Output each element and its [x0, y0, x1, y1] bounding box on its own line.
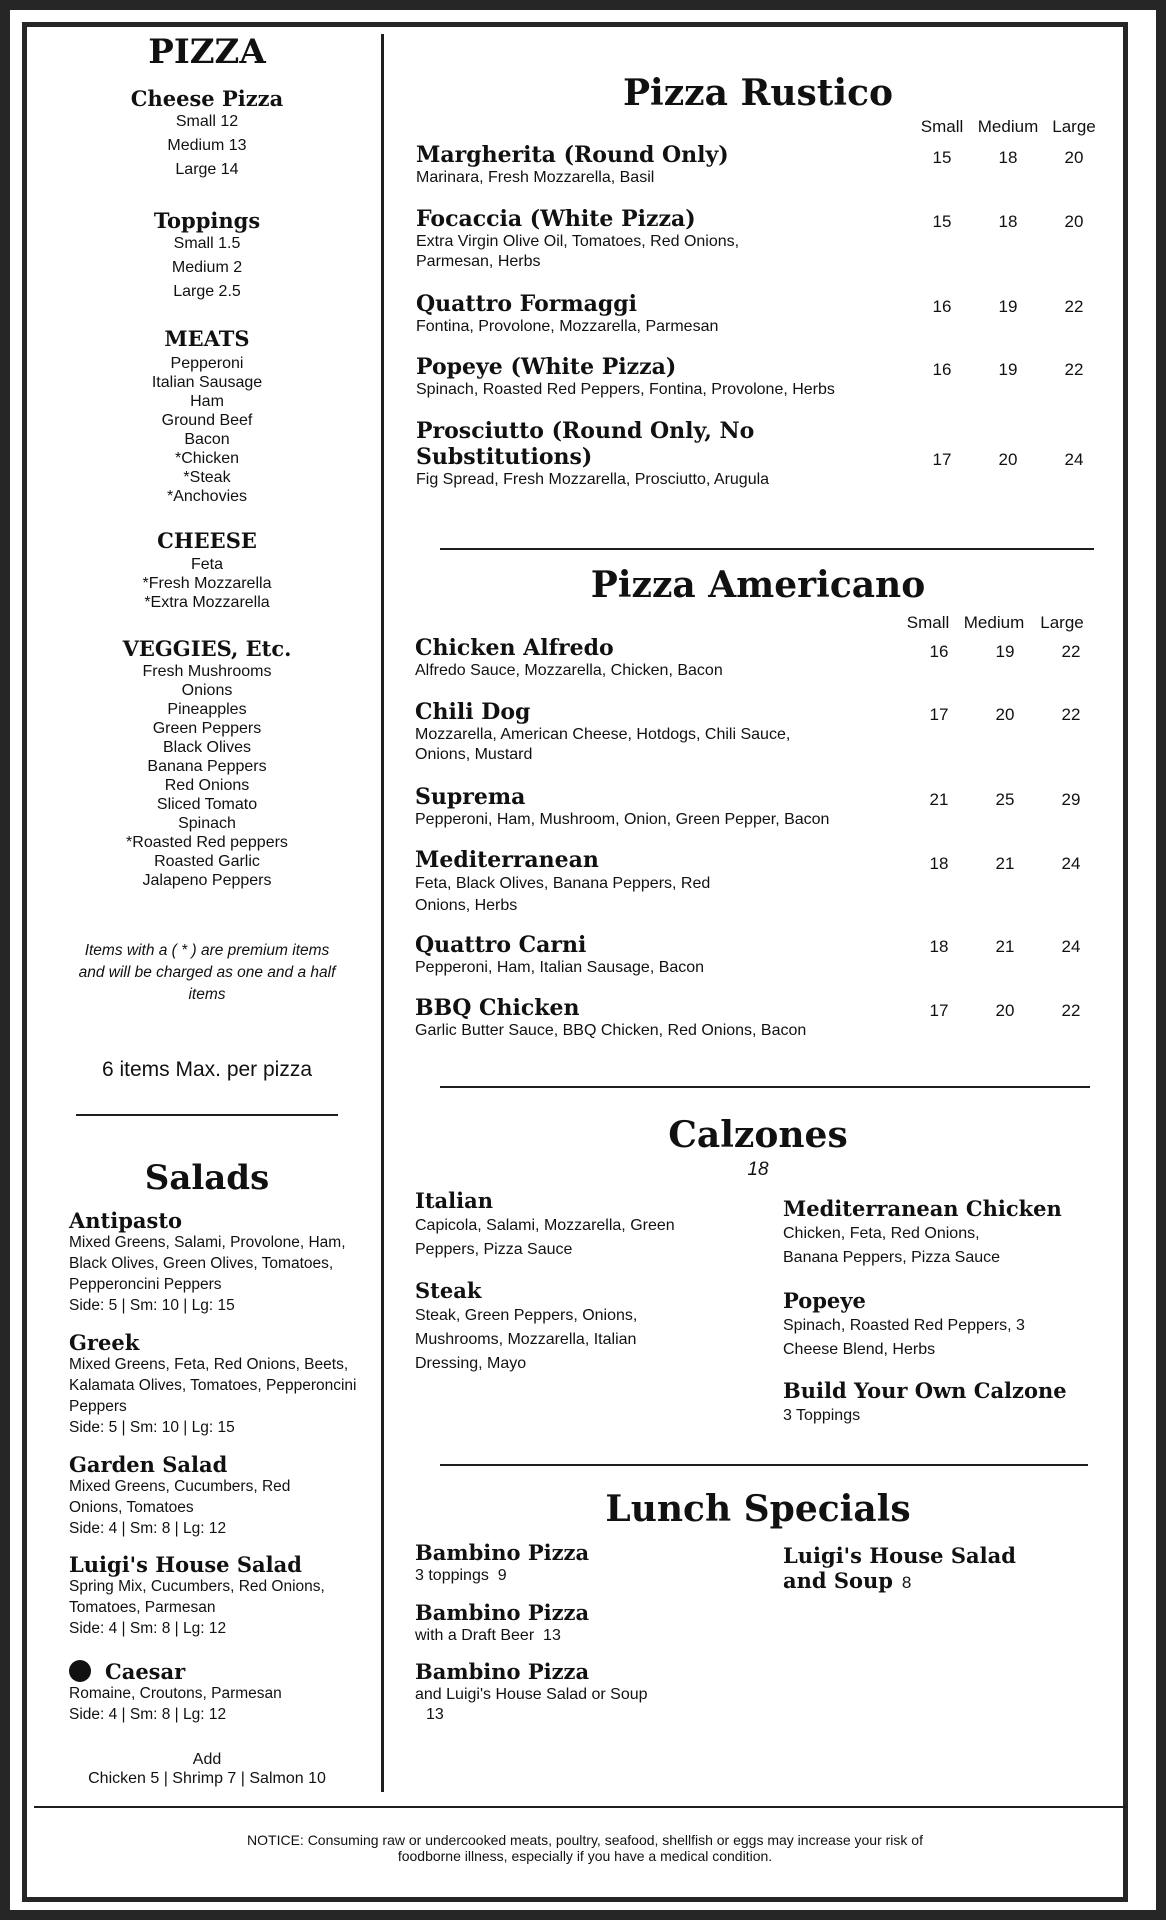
add-options: Chicken 5 | Shrimp 7 | Salmon 10	[88, 1770, 326, 1787]
rustico-item-popeye	[416, 354, 896, 400]
salad-greek	[69, 1332, 369, 1438]
list-item: *Anchovies	[166, 488, 248, 505]
salad-desc: Mixed Greens, Feta, Red Onions, Beets, Kalamata Olives, Tomatoes, Pepperoncini Peppers	[69, 1356, 357, 1415]
calzone-desc: Spinach, Roasted Red Peppers, 3 Cheese Blend, Herbs	[783, 1317, 1025, 1358]
size-header-large: Large	[1052, 117, 1096, 136]
calzone-name: Italian	[415, 1188, 493, 1213]
premium-note: Items with a ( * ) are premium items and will be charged as one and a half items	[78, 942, 336, 1003]
list-item: Pineapples	[167, 701, 247, 718]
price-medium: 20	[995, 1001, 1015, 1020]
toppings-title: Toppings	[153, 208, 261, 233]
calzone-desc: Steak, Green Peppers, Onions, Mushrooms, Mozzarella, Italian Dressing, Mayo	[415, 1307, 638, 1372]
lunch-price: 13	[426, 1706, 444, 1723]
price-medium: 25	[995, 790, 1015, 809]
featured-dot-icon	[69, 1660, 91, 1682]
calzones-title: Calzones	[668, 1114, 848, 1156]
calzones-price: 18	[747, 1159, 769, 1180]
salad-prices: Side: 4 | Sm: 8 | Lg: 12	[69, 1706, 227, 1723]
item-desc: Mozzarella, American Cheese, Hotdogs, Chili Sauce, Onions, Mustard	[415, 726, 791, 763]
salad-name: Garden Salad	[69, 1452, 228, 1477]
veggies-list	[34, 662, 380, 890]
salad-desc: Romaine, Croutons, Parmesan	[69, 1685, 282, 1702]
list-item: Spinach	[178, 815, 236, 832]
item-desc: Pepperoni, Ham, Mushroom, Onion, Green Pepper, Bacon	[415, 811, 830, 828]
salad-add-ons	[34, 1750, 380, 1788]
price-large: 24	[1064, 450, 1084, 469]
list-item: Onions	[181, 682, 233, 699]
price-small: 17	[929, 705, 949, 724]
price-large: 22	[1061, 705, 1081, 724]
item-name: Mediterranean	[415, 847, 599, 873]
list-item: Bacon	[184, 431, 230, 448]
size-large: Large 14	[175, 161, 239, 178]
price-small: 17	[929, 1001, 949, 1020]
calzone-desc: Chicken, Feta, Red Onions, Banana Peppers, Pizza Sauce	[783, 1225, 1001, 1266]
price-small: 21	[929, 790, 949, 809]
price-large: 22	[1061, 1001, 1081, 1020]
toppings-sizes	[34, 232, 380, 304]
lunch-name: Bambino Pizza	[415, 1540, 590, 1565]
price-small: 18	[929, 854, 949, 873]
rustico-title: Pizza Rustico	[622, 72, 894, 114]
price-medium: 18	[998, 212, 1018, 231]
price-small: 18	[929, 937, 949, 956]
price-medium: 19	[995, 642, 1015, 661]
lunch-name: Bambino Pizza	[415, 1659, 590, 1684]
pizza-title: PIZZA	[148, 32, 266, 72]
list-item: *Roasted Red peppers	[126, 834, 288, 851]
price-small: 17	[932, 450, 952, 469]
calzone-desc: 3 Toppings	[783, 1407, 861, 1424]
calzone-build-your-own	[783, 1378, 1103, 1428]
section-divider	[440, 1086, 1090, 1088]
health-notice: NOTICE: Consuming raw or undercooked meats, poultry, seafood, shellfish or eggs may increase your risk of foodborne illness, especially if you have a medical condition.	[247, 1832, 923, 1864]
item-name: Popeye (White Pizza)	[416, 354, 677, 380]
list-item: Red Onions	[164, 777, 250, 794]
salad-prices: Side: 5 | Sm: 10 | Lg: 15	[69, 1297, 235, 1314]
list-item: *Chicken	[174, 450, 240, 467]
item-name: Prosciutto (Round Only, No Substitutions)	[416, 418, 755, 470]
salad-name: Luigi's House Salad	[69, 1552, 302, 1577]
price-medium: 21	[995, 854, 1015, 873]
item-name: Chili Dog	[415, 699, 531, 725]
item-name: Suprema	[415, 784, 526, 810]
list-item: Roasted Garlic	[154, 853, 260, 870]
item-desc: Garlic Butter Sauce, BBQ Chicken, Red Onions, Bacon	[415, 1022, 807, 1039]
lunch-title: Lunch Specials	[605, 1488, 911, 1530]
list-item: Jalapeno Peppers	[142, 872, 272, 889]
size-header-medium: Medium	[963, 613, 1025, 632]
lunch-item-bambino-beer	[415, 1600, 695, 1646]
item-desc: Fig Spread, Fresh Mozzarella, Prosciutto, Arugula	[416, 471, 770, 488]
lunch-desc: 3 toppings	[415, 1567, 489, 1584]
salad-prices: Side: 5 | Sm: 10 | Lg: 15	[69, 1419, 235, 1436]
salad-name: Greek	[69, 1330, 140, 1355]
list-item: Black Olives	[162, 739, 252, 756]
max-items-note: 6 items Max. per pizza	[101, 1058, 313, 1081]
americano-title: Pizza Americano	[590, 564, 926, 606]
price-small: 16	[932, 297, 952, 316]
size-header-small: Small	[906, 613, 950, 632]
price-large: 20	[1064, 212, 1084, 231]
item-desc: Marinara, Fresh Mozzarella, Basil	[416, 169, 655, 186]
rustico-item-prosciutto	[416, 418, 776, 490]
lunch-desc: with a Draft Beer	[415, 1627, 535, 1644]
size-small: Small 12	[175, 113, 239, 130]
list-item: *Extra Mozzarella	[144, 594, 270, 611]
item-desc: Extra Virgin Olive Oil, Tomatoes, Red Onions, Parmesan, Herbs	[416, 233, 740, 270]
salad-prices: Side: 4 | Sm: 8 | Lg: 12	[69, 1620, 227, 1637]
list-item: Feta	[190, 556, 223, 573]
lunch-price: 13	[543, 1627, 561, 1644]
cheese-pizza-sizes	[34, 110, 380, 182]
meats-title: MEATS	[164, 326, 250, 351]
salad-desc: Mixed Greens, Salami, Provolone, Ham, Black Olives, Green Olives, Tomatoes, Pepperoncini Peppers	[69, 1234, 346, 1293]
meats-list	[34, 354, 380, 506]
price-large: 22	[1061, 642, 1081, 661]
price-small: 16	[932, 360, 952, 379]
size-medium: Medium 2	[171, 259, 243, 276]
price-large: 22	[1064, 297, 1084, 316]
salads-divider	[76, 1114, 338, 1116]
americano-item-bbq-chicken	[415, 995, 895, 1041]
salad-garden	[69, 1454, 339, 1539]
cheese-pizza-title: Cheese Pizza	[130, 86, 284, 111]
item-name: Quattro Formaggi	[416, 291, 637, 317]
salad-desc: Spring Mix, Cucumbers, Red Onions, Tomatoes, Parmesan	[69, 1578, 325, 1616]
size-header-small: Small	[920, 117, 964, 136]
footer-divider	[34, 1806, 1128, 1808]
section-divider	[440, 548, 1094, 550]
calzone-name: Steak	[415, 1278, 482, 1303]
list-item: Ground Beef	[161, 412, 253, 429]
salads-title: Salads	[144, 1158, 270, 1198]
rustico-item-focaccia	[416, 206, 816, 272]
item-name: Focaccia (White Pizza)	[416, 206, 696, 232]
americano-item-chicken-alfredo	[415, 635, 895, 681]
list-item: Fresh Mushrooms	[142, 663, 272, 680]
section-divider	[440, 1464, 1088, 1466]
list-item: *Fresh Mozzarella	[142, 575, 272, 592]
rustico-item-margherita	[416, 142, 896, 188]
item-name: Chicken Alfredo	[415, 635, 614, 661]
calzone-steak	[415, 1278, 685, 1376]
veggies-title: VEGGIES, Etc.	[122, 636, 292, 661]
lunch-name: Luigi's House Salad and Soup	[783, 1543, 1016, 1593]
list-item: Ham	[190, 393, 224, 410]
size-medium: Medium 13	[167, 137, 247, 154]
price-medium: 20	[998, 450, 1018, 469]
item-desc: Spinach, Roasted Red Peppers, Fontina, Provolone, Herbs	[416, 381, 835, 398]
calzone-name: Popeye	[783, 1288, 866, 1313]
price-large: 22	[1064, 360, 1084, 379]
list-item: Banana Peppers	[147, 758, 267, 775]
price-medium: 18	[998, 148, 1018, 167]
calzone-italian	[415, 1188, 685, 1262]
calzone-desc: Capicola, Salami, Mozzarella, Green Peppers, Pizza Sauce	[415, 1217, 675, 1258]
item-desc: Pepperoni, Ham, Italian Sausage, Bacon	[415, 959, 705, 976]
salad-name: Antipasto	[69, 1208, 183, 1233]
rustico-item-quattro-formaggi	[416, 291, 896, 337]
list-item: Italian Sausage	[151, 374, 263, 391]
lunch-name: Bambino Pizza	[415, 1600, 590, 1625]
list-item: *Steak	[183, 469, 231, 486]
list-item: Green Peppers	[152, 720, 262, 737]
list-item: Sliced Tomato	[156, 796, 258, 813]
price-medium: 20	[995, 705, 1015, 724]
price-large: 20	[1064, 148, 1084, 167]
lunch-price: 9	[497, 1567, 507, 1584]
americano-item-suprema	[415, 784, 895, 830]
price-small: 15	[932, 212, 952, 231]
price-small: 15	[932, 148, 952, 167]
salad-luigis-house	[69, 1554, 369, 1639]
item-name: Margherita (Round Only)	[416, 142, 729, 168]
price-small: 16	[929, 642, 949, 661]
size-header-large: Large	[1040, 613, 1084, 632]
cheese-title: CHEESE	[157, 528, 257, 553]
list-item: Pepperoni	[170, 355, 244, 372]
size-small: Small 1.5	[173, 235, 241, 252]
lunch-item-bambino-salad	[415, 1659, 695, 1725]
calzone-name: Build Your Own Calzone	[783, 1378, 1067, 1403]
size-header-medium: Medium	[977, 117, 1039, 136]
add-label: Add	[192, 1751, 222, 1768]
lunch-price: 8	[901, 1573, 912, 1592]
calzone-mediterranean-chicken	[783, 1196, 1083, 1270]
item-desc: Feta, Black Olives, Banana Peppers, Red Onions, Herbs	[415, 875, 711, 914]
calzone-popeye	[783, 1288, 1083, 1362]
item-name: BBQ Chicken	[415, 995, 580, 1021]
price-large: 29	[1061, 790, 1081, 809]
salad-caesar	[69, 1660, 369, 1725]
cheese-list	[34, 555, 380, 612]
americano-item-mediterranean	[415, 847, 715, 917]
americano-item-chili-dog	[415, 699, 835, 765]
lunch-desc: and Luigi's House Salad or Soup	[415, 1686, 648, 1703]
item-desc: Alfredo Sauce, Mozzarella, Chicken, Bacon	[415, 662, 723, 679]
item-desc: Fontina, Provolone, Mozzarella, Parmesan	[416, 318, 719, 335]
price-medium: 19	[998, 297, 1018, 316]
salad-prices: Side: 4 | Sm: 8 | Lg: 12	[69, 1520, 227, 1537]
size-large: Large 2.5	[173, 283, 241, 300]
salad-name: Caesar	[105, 1659, 186, 1684]
price-medium: 21	[995, 937, 1015, 956]
price-medium: 19	[998, 360, 1018, 379]
salad-antipasto	[69, 1210, 369, 1316]
item-name: Quattro Carni	[415, 932, 587, 958]
lunch-item-house-salad-soup	[783, 1543, 1023, 1593]
calzone-name: Mediterranean Chicken	[783, 1196, 1062, 1221]
lunch-item-bambino-toppings	[415, 1540, 695, 1586]
salad-desc: Mixed Greens, Cucumbers, Red Onions, Tomatoes	[69, 1478, 291, 1516]
americano-item-quattro-carni	[415, 932, 895, 978]
price-large: 24	[1061, 937, 1081, 956]
price-large: 24	[1061, 854, 1081, 873]
